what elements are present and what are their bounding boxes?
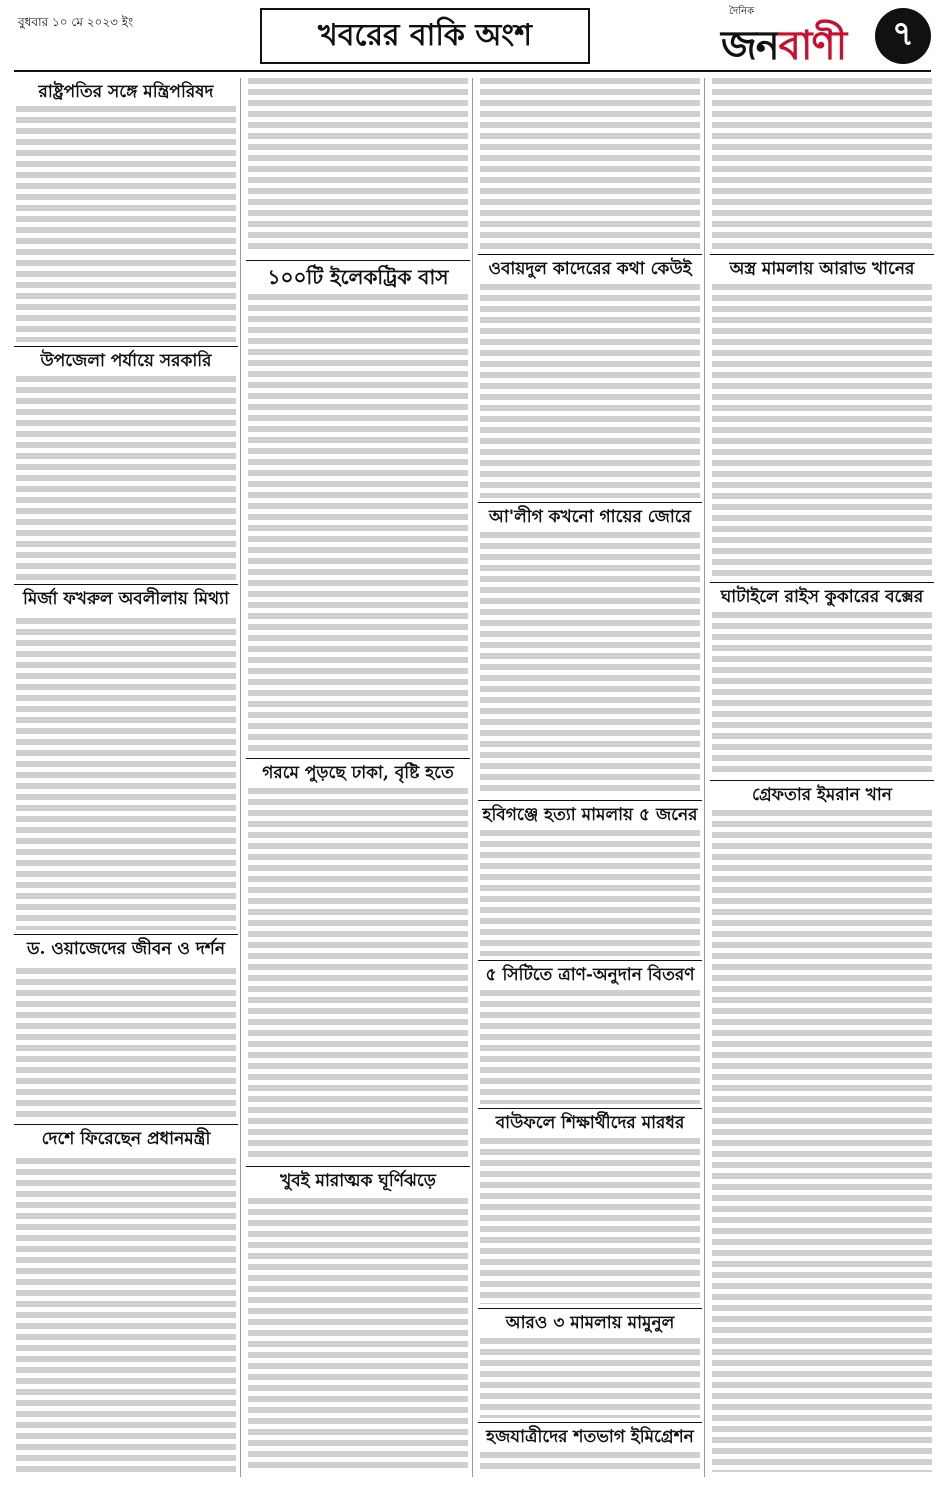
- issue-date: বুধবার ১০ মে ২০২৩ ইং: [18, 15, 134, 29]
- article-body-placeholder: [712, 78, 932, 250]
- article: [246, 758, 470, 787]
- article-headline: দেশে ফিরেছেন প্রধানমন্ত্রী: [14, 1124, 238, 1153]
- article: [478, 254, 702, 283]
- article-body-placeholder: [480, 1338, 700, 1418]
- article-headline: অস্ত্র মামলায় আরাভ খানের: [710, 254, 934, 283]
- article: [14, 1124, 238, 1153]
- masthead-divider: [14, 70, 931, 72]
- article-headline: ওবায়দুল কাদেরের কথা কেউই: [478, 254, 702, 283]
- article-body-placeholder: [480, 284, 700, 498]
- article-headline: আরও ৩ মামলায় মামুনুল: [478, 1308, 702, 1337]
- article-headline: উপজেলা পর্যায়ে সরকারি: [14, 346, 238, 375]
- article: [478, 800, 702, 829]
- article-body-placeholder: [16, 106, 236, 342]
- article-body-placeholder: [480, 78, 700, 250]
- article-body-placeholder: [16, 376, 236, 580]
- article: [710, 780, 934, 809]
- column-2: [246, 78, 470, 1477]
- article-body-placeholder: [480, 532, 700, 796]
- article-headline: ঘাটাইলে রাইস কুকারের বক্সের: [710, 582, 934, 611]
- article: [710, 582, 934, 611]
- article-body-placeholder: [712, 612, 932, 776]
- section-title: খবরের বাকি অংশ: [260, 8, 590, 64]
- article: [478, 502, 702, 531]
- article: [14, 584, 238, 613]
- column-1: [14, 78, 238, 1477]
- article-body-placeholder: [16, 968, 236, 1120]
- brand-name-part1: জন: [721, 22, 779, 69]
- article-body-placeholder: [480, 830, 700, 956]
- article-headline: ৫ সিটিতে ত্রাণ-অনুদান বিতরণ: [478, 960, 702, 989]
- article: [478, 960, 702, 989]
- article: [478, 1308, 702, 1337]
- article-body-placeholder: [248, 1198, 468, 1472]
- article: [14, 346, 238, 375]
- article-headline: ড. ওয়াজেদের জীবন ও দর্শন: [14, 934, 238, 963]
- newspaper-logo: [721, 4, 931, 69]
- brand-prefix: দৈনিক: [729, 6, 755, 17]
- column-divider: [472, 78, 473, 1477]
- article-headline: গ্রেফতার ইমরান খান: [710, 780, 934, 809]
- article-body-placeholder: [712, 284, 932, 578]
- article: [478, 1108, 702, 1137]
- article-body-placeholder: [248, 788, 468, 1162]
- article-headline: হজযাত্রীদের শতভাগ ইমিগ্রেশন: [478, 1422, 702, 1451]
- article-body-placeholder: [712, 810, 932, 1472]
- column-4: [710, 78, 934, 1477]
- article-body-placeholder: [480, 990, 700, 1104]
- article-body-placeholder: [16, 1158, 236, 1472]
- article-headline: বাউফলে শিক্ষার্থীদের মারধর: [478, 1108, 702, 1137]
- article-body-placeholder: [16, 618, 236, 930]
- article-headline: গরমে পুড়ছে ঢাকা, বৃষ্টি হতে: [246, 758, 470, 787]
- brand-name-part2: বাণী: [778, 22, 847, 69]
- article: [478, 1422, 702, 1451]
- article: [710, 254, 934, 283]
- article-body-placeholder: [248, 78, 468, 254]
- article-headline: আ'লীগ কখনো গায়ের জোরে: [478, 502, 702, 531]
- article-body-placeholder: [480, 1452, 700, 1472]
- article: [246, 1166, 470, 1195]
- page-number-badge: ৭: [875, 8, 931, 64]
- column-divider: [240, 78, 241, 1477]
- article-headline: মির্জা ফখরুল অবলীলায় মিথ্যা: [14, 584, 238, 613]
- article-body-placeholder: [248, 294, 468, 754]
- article: [14, 78, 238, 106]
- article-headline: খুবই মারাত্মক ঘূর্ণিঝড়ে: [246, 1166, 470, 1195]
- column-divider: [704, 78, 705, 1477]
- article: [246, 260, 470, 293]
- article: [14, 934, 238, 963]
- article-headline: হবিগঞ্জে হত্যা মামলায় ৫ জনের: [478, 800, 702, 829]
- article-headline: ১০০টি ইলেকট্রিক বাস: [246, 260, 470, 293]
- column-3: [478, 78, 702, 1477]
- article-headline: রাষ্ট্রপতির সঙ্গে মন্ত্রিপরিষদ: [38, 82, 214, 102]
- article-body-placeholder: [480, 1138, 700, 1304]
